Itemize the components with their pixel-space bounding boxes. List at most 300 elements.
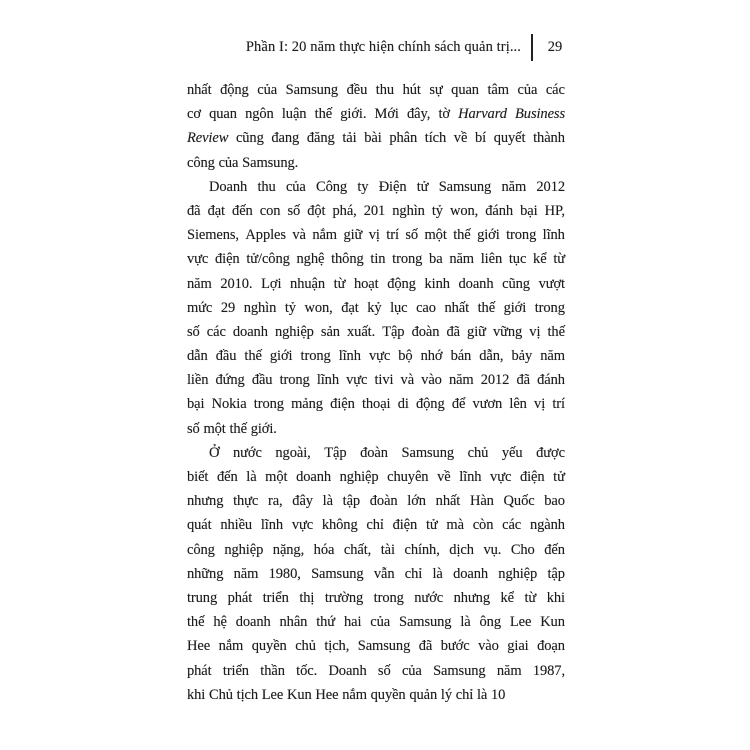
text-segment: quan [451, 82, 479, 98]
text-segment: chỉ [404, 565, 423, 582]
text-segment: tích [424, 130, 447, 147]
text-segment: điện [519, 469, 545, 485]
text-segment: 1987, [532, 662, 565, 679]
text-segment: đột [307, 202, 326, 219]
text-line [187, 659, 565, 683]
text-segment: không [321, 517, 358, 534]
text-segment: tập [547, 565, 565, 582]
text-segment: năm [233, 565, 259, 582]
text-segment: của [218, 154, 239, 171]
text-line [187, 441, 565, 465]
text-segment: nhất [187, 82, 212, 98]
text-segment: quyền [370, 686, 406, 703]
text-segment: quản [409, 686, 438, 703]
text-line [187, 489, 565, 513]
text-segment: luận [281, 106, 307, 123]
text-segment: tin [370, 251, 386, 268]
text-segment: cơ [187, 106, 201, 123]
text-segment: động [416, 396, 445, 413]
text-segment: một [203, 420, 226, 437]
text-segment: Hee [315, 686, 339, 703]
text-segment: quyết [493, 130, 526, 147]
text-segment: 2010. [220, 275, 253, 292]
text-segment: vực [346, 372, 368, 389]
text-segment: đánh [485, 202, 514, 219]
text-segment: giới. [340, 106, 367, 123]
text-segment: nhiều [220, 517, 253, 534]
text-segment: giữ [467, 323, 486, 340]
text-line [187, 562, 565, 586]
text-line [187, 683, 565, 707]
text-segment: đầu [251, 372, 273, 389]
text-line [187, 538, 565, 562]
text-segment: hút [402, 82, 421, 98]
text-segment: Harvard [458, 106, 507, 123]
text-line [187, 223, 565, 247]
text-segment: nhưng [187, 493, 224, 510]
text-segment: còn [472, 517, 494, 534]
text-segment: vực [187, 251, 209, 268]
text-segment: các [206, 323, 226, 340]
text-segment: thành [533, 130, 565, 147]
text-segment: tivi [374, 372, 394, 389]
text-segment: số [405, 227, 419, 244]
text-segment: số [187, 420, 200, 437]
text-segment: lĩnh [260, 517, 284, 534]
text-segment: ngôn [245, 106, 274, 123]
text-segment: chỉ [366, 517, 384, 534]
text-segment: Samsung [401, 444, 455, 461]
text-segment: từ [553, 251, 565, 268]
text-segment: giới [477, 227, 500, 244]
text-segment: Samsung. [242, 154, 299, 171]
text-segment: tập [342, 493, 361, 510]
text-segment: hóa [313, 541, 335, 558]
text-line [187, 126, 565, 150]
text-segment: từ [524, 589, 537, 606]
text-segment: Business [515, 106, 565, 123]
text-segment: nhưng [453, 589, 490, 606]
text-segment: Lee [261, 686, 284, 703]
text-segment: lục [390, 299, 408, 316]
text-segment: là [432, 565, 443, 582]
text-segment: doanh [296, 469, 332, 485]
text-segment: những [187, 565, 224, 582]
header-divider [531, 34, 533, 61]
text-segment: Hàn [469, 493, 494, 510]
text-segment: Nokia [211, 396, 247, 413]
text-segment: kỷ [367, 299, 382, 316]
text-segment: phân [389, 130, 418, 147]
text-segment: năm [496, 662, 522, 679]
text-segment: con [259, 202, 281, 219]
text-segment: Samsung [433, 662, 486, 679]
text-segment: dẫn, [479, 348, 504, 365]
text-segment: đứng [215, 372, 245, 389]
text-segment: về [453, 130, 468, 147]
text-line [187, 320, 565, 344]
text-segment: Kun [286, 686, 312, 703]
text-segment: thứ [316, 614, 336, 631]
text-segment: một [424, 227, 447, 244]
text-segment: đều [346, 82, 368, 98]
text-segment: Cho [510, 541, 535, 558]
text-segment: trung [187, 589, 218, 606]
text-segment: các [545, 82, 565, 98]
text-segment: công [187, 154, 215, 171]
text-segment: giới [503, 299, 527, 316]
text-segment: là [476, 686, 488, 703]
text-segment: và [292, 227, 306, 244]
text-segment: thế [547, 323, 565, 340]
text-segment: Mới [374, 106, 399, 123]
text-segment: tịch, [324, 638, 350, 655]
text-segment: năm [187, 275, 212, 292]
text-segment: nặng, [272, 541, 305, 558]
text-segment: cũng [235, 130, 264, 147]
text-line [187, 175, 565, 199]
text-segment: yếu [501, 444, 523, 461]
text-line [187, 296, 565, 320]
text-segment: tờ [438, 106, 450, 123]
text-segment: bước [440, 638, 470, 655]
text-segment: công [187, 541, 215, 558]
text-segment: thu [257, 178, 276, 195]
text-segment: chỉ [455, 686, 474, 703]
text-segment: mà [446, 517, 464, 534]
text-segment: lên [509, 396, 527, 413]
text-segment: tỷ [431, 202, 443, 219]
text-segment: đến [216, 469, 238, 485]
text-segment: doanh [458, 275, 494, 292]
text-segment: Tập [382, 323, 405, 340]
text-segment: Chủ [209, 686, 233, 703]
text-segment: Review [187, 130, 229, 147]
page-number: 29 [547, 38, 563, 55]
text-segment: Tập [324, 444, 347, 461]
text-segment: từ [333, 275, 346, 292]
text-segment: thần [260, 662, 285, 679]
text-segment: ngoài, [275, 444, 311, 461]
text-segment: chính, [404, 541, 440, 558]
text-segment: điện [330, 396, 355, 413]
text-segment: là [460, 614, 471, 631]
text-segment: Kun [540, 614, 565, 631]
text-segment: động [220, 82, 249, 98]
text-segment: mức [187, 299, 213, 316]
text-line [187, 634, 565, 658]
text-segment: quan [209, 106, 237, 123]
text-segment: đăng [306, 130, 335, 147]
text-segment: Samsung [438, 178, 492, 195]
text-segment: thế [229, 420, 247, 437]
text-segment: đánh [537, 372, 565, 389]
text-segment: xuất. [347, 323, 376, 340]
text-line [187, 344, 565, 368]
text-segment: động [387, 275, 416, 292]
text-segment: điện [215, 251, 240, 268]
text-segment: doanh [453, 565, 488, 582]
text-segment: quát [187, 517, 212, 534]
text-segment: nghiệp [498, 565, 538, 582]
text-segment: vươn [472, 396, 503, 413]
text-segment: số [287, 202, 301, 219]
text-segment: năm [448, 372, 474, 389]
text-segment: nhớ [420, 348, 443, 365]
text-segment: chuyên [387, 469, 429, 485]
text-segment: 201 [363, 202, 386, 219]
text-segment: nghìn [243, 299, 277, 316]
text-segment: ngành [529, 517, 565, 534]
text-segment: sự [429, 82, 443, 98]
text-segment: đầu [215, 348, 237, 365]
text-segment: vượt [538, 275, 565, 292]
text-segment: Hee [187, 638, 211, 655]
text-segment: doanh [232, 323, 268, 340]
text-segment: của [517, 82, 538, 98]
text-segment: nghiệp [274, 323, 314, 340]
text-segment: lĩnh [316, 372, 339, 389]
text-segment: vụ. [483, 541, 502, 558]
text-segment: nước [232, 444, 262, 461]
text-segment: khi [546, 589, 565, 606]
text-segment: về [437, 469, 451, 485]
text-segment: nhuận [290, 275, 325, 292]
running-header [187, 33, 565, 61]
text-segment: giai [507, 638, 529, 655]
text-segment: tỷ [284, 299, 296, 316]
text-line [187, 392, 565, 416]
text-line [187, 151, 565, 175]
text-segment: Ở [209, 444, 220, 461]
text-segment: vị [529, 323, 541, 340]
text-segment: của [401, 662, 422, 679]
text-segment: Samsung [357, 638, 411, 655]
text-segment: đã [418, 638, 433, 655]
text-segment: đạt [207, 202, 225, 219]
text-segment: đến [232, 202, 253, 219]
text-segment: phát [227, 589, 253, 606]
text-segment: bại [520, 202, 538, 219]
text-segment: nước [414, 589, 444, 606]
text-segment: tốc. [296, 662, 318, 679]
text-segment: nhân [279, 614, 308, 631]
text-segment: bí [474, 130, 487, 147]
text-line [187, 102, 565, 126]
text-segment: giới [269, 348, 293, 365]
text-segment: nắm [342, 686, 367, 703]
text-segment: ty [357, 178, 369, 195]
text-segment: một [265, 469, 288, 485]
text-segment: Siemens, [187, 227, 239, 244]
text-segment: trí [552, 396, 565, 413]
text-segment: Samsung [285, 82, 339, 98]
text-segment: số [377, 662, 391, 679]
text-segment: phá, [332, 202, 357, 219]
text-segment: kể [500, 589, 514, 606]
text-segment: dẫn [187, 348, 208, 365]
text-segment: đoàn [411, 323, 440, 340]
text-segment: tải [342, 130, 357, 147]
text-segment: nghìn [392, 202, 425, 219]
text-segment: tử [416, 178, 429, 195]
text-segment: liền [187, 372, 209, 389]
text-segment: lĩnh [459, 469, 482, 485]
text-segment: thông [331, 251, 364, 268]
text-segment: hoạt [353, 275, 379, 292]
text-segment: đoàn [369, 493, 398, 510]
text-segment: Doanh [328, 662, 367, 679]
text-segment: các [502, 517, 522, 534]
text-segment: 29 [220, 299, 236, 316]
text-segment: đây, [407, 106, 431, 123]
text-segment: để [451, 396, 466, 413]
text-segment: cũng [502, 275, 530, 292]
page-body [187, 78, 565, 707]
text-segment: trong [392, 251, 423, 268]
text-segment: là [246, 469, 257, 485]
text-segment: số [187, 323, 200, 340]
text-segment: năm [449, 251, 474, 268]
text-line [187, 272, 565, 296]
text-segment: trong [279, 372, 310, 389]
text-segment: Samsung [398, 614, 452, 631]
text-segment: liên [480, 251, 503, 268]
text-segment: trong [300, 348, 331, 365]
text-segment: thu [375, 82, 395, 98]
text-segment: trong [534, 299, 565, 316]
text-segment: tử [553, 469, 565, 485]
text-segment: Công [316, 178, 348, 195]
text-segment: là [322, 493, 333, 510]
text-segment: kể [533, 251, 547, 268]
text-segment: thế [244, 348, 262, 365]
header-title: Phần I: 20 năm thực hiện chính sách quản trị... [245, 38, 521, 55]
text-segment: đã [516, 372, 530, 389]
text-segment: bộ [398, 348, 413, 365]
text-segment: hai [343, 614, 362, 631]
text-segment: đến [544, 541, 565, 558]
text-segment: lĩnh [338, 348, 361, 365]
text-segment: thoại [361, 396, 391, 413]
text-segment: chất, [343, 541, 372, 558]
text-segment: vị [368, 227, 380, 244]
text-segment: bài [364, 130, 382, 147]
text-segment: HP, [544, 202, 565, 219]
text-segment: của [370, 614, 391, 631]
text-segment: trong [373, 589, 404, 606]
text-segment: bảy [511, 348, 533, 365]
text-segment: trong [253, 396, 284, 413]
text-segment: trường [324, 589, 364, 606]
text-segment: được [536, 444, 565, 461]
text-column [187, 33, 565, 707]
text-segment: phát [187, 662, 212, 679]
text-line [187, 513, 565, 537]
text-segment: điện [392, 517, 418, 534]
text-segment: doanh [235, 614, 271, 631]
text-segment: khi [187, 686, 206, 703]
text-segment: sản [320, 323, 340, 340]
text-segment: chủ [295, 638, 316, 655]
text-segment: đang [271, 130, 300, 147]
text-segment: thế [477, 299, 496, 316]
text-segment: triển [262, 589, 289, 606]
text-segment: nghệ [296, 251, 325, 268]
text-segment: hệ [213, 614, 227, 631]
text-segment: thế [453, 227, 471, 244]
text-segment: won, [450, 202, 479, 219]
text-segment: tài [380, 541, 395, 558]
text-segment: tử/công [246, 251, 290, 268]
text-segment: triển [222, 662, 249, 679]
text-segment: ông [479, 614, 501, 631]
text-segment: vị [534, 396, 546, 413]
text-segment: thế [187, 614, 205, 631]
text-segment: nghiệp [339, 469, 379, 485]
text-segment: ra, [267, 493, 283, 510]
text-segment: giới. [250, 420, 277, 437]
text-segment: lớn [407, 493, 426, 510]
text-segment: Quốc [503, 493, 535, 510]
text-segment: dịch [449, 541, 474, 558]
text-segment: kinh [424, 275, 450, 292]
text-segment: nhất [444, 299, 470, 316]
text-segment: vào [478, 638, 499, 655]
text-segment: won, [304, 299, 333, 316]
text-segment: bao [544, 493, 565, 510]
text-line [187, 586, 565, 610]
text-segment: ba [429, 251, 443, 268]
text-segment: vững [492, 323, 523, 340]
text-segment: vực [368, 348, 391, 365]
text-segment: tục [508, 251, 527, 268]
text-line [187, 78, 565, 102]
text-segment: quyền [251, 638, 287, 655]
text-segment: thị [299, 589, 315, 606]
text-line [187, 368, 565, 392]
text-segment: Điện [378, 178, 407, 195]
text-segment: lĩnh [542, 227, 565, 244]
text-segment: Lee [509, 614, 532, 631]
text-segment: tâm [487, 82, 509, 98]
text-segment: cao [416, 299, 436, 316]
text-segment: đoạn [537, 638, 565, 655]
text-segment: Samsung [311, 565, 364, 582]
text-segment: vào [421, 372, 442, 389]
text-segment: đạt [341, 299, 359, 316]
text-segment: đoàn [360, 444, 388, 461]
text-line [187, 199, 565, 223]
text-line [187, 247, 565, 271]
text-segment: năm [540, 348, 565, 365]
text-segment: mảng [291, 396, 323, 413]
text-segment: tịch [236, 686, 258, 703]
text-segment: nhất [435, 493, 461, 510]
text-segment: nghiệp [224, 541, 264, 558]
text-segment: trí [386, 227, 399, 244]
text-segment: nắm [312, 227, 337, 244]
text-segment: chủ [467, 444, 489, 461]
text-segment: và [400, 372, 415, 389]
text-segment: nắm [218, 638, 244, 655]
text-segment: 2012 [480, 372, 510, 389]
text-segment: giữ [343, 227, 363, 244]
text-line [187, 610, 565, 634]
text-line [187, 417, 565, 441]
text-segment: vực [490, 469, 512, 485]
text-segment: của [285, 178, 306, 195]
